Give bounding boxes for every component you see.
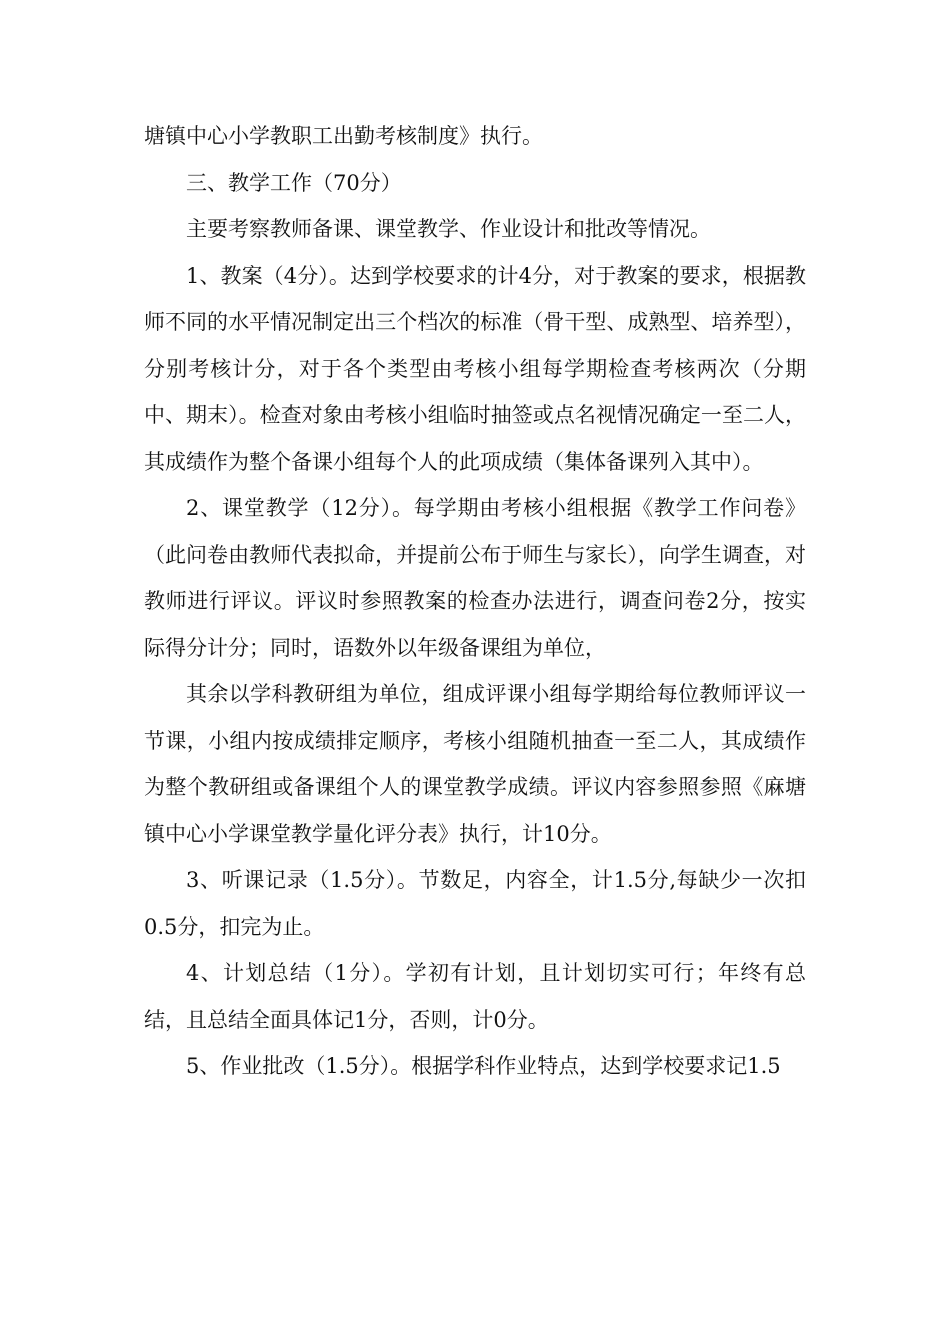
paragraph-item-homework-grading: 5、作业批改（1.5分）。根据学科作业特点，达到学校要求记1.5	[186, 1054, 781, 1078]
paragraph-continuation: 塘镇中心小学教职工出勤考核制度》执行。	[144, 124, 543, 148]
paragraph-item-lesson-plan: 1、教案（4分）。达到学校要求的计4分，对于教案的要求，根据教师不同的水平情况制定出三个档次的标准（骨干型、成熟型、培养型），分别考核计分，对于各个类型由考核小组每学期检查考核两次（分期中、期末）。检查对象由考核小组临时抽签或点名视情况确定一至二人，其成绩作为整个备课小组每个人的此项成绩（集体备课列入其中）。	[144, 263, 806, 474]
document-body	[144, 113, 806, 1090]
paragraph-item-lecture-records: 3、听课记录（1.5分）。节数足，内容全，计1.5分,每缺少一次扣0.5分，扣完为止。	[144, 868, 806, 939]
paragraph-item-plan-summary: 4、计划总结（1分）。学初有计划，且计划切实可行；年终有总结，且总结全面具体记1分，否则，计0分。	[144, 961, 806, 1032]
section-heading-teaching-work: 三、教学工作（70分）	[186, 170, 402, 195]
paragraph-overview: 主要考察教师备课、课堂教学、作业设计和批改等情况。	[186, 217, 711, 241]
paragraph-item-classroom-teaching: 2、课堂教学（12分）。每学期由考核小组根据《教学工作问卷》（此问卷由教师代表拟命，并提前公布于师生与家长），向学生调查，对教师进行评议。评议时参照教案的检查办法进行，调查问卷2分，按实际得分计分；同时，语数外以年级备课组为单位，	[144, 496, 806, 660]
paragraph-other-subjects: 其余以学科教研组为单位，组成评课小组每学期给每位教师评议一节课，小组内按成绩排定顺序，考核小组随机抽查一至二人，其成绩作为整个教研组或备课组个人的课堂教学成绩。评议内容参照参照《麻塘镇中心小学课堂教学量化评分表》执行，计10分。	[144, 682, 806, 846]
